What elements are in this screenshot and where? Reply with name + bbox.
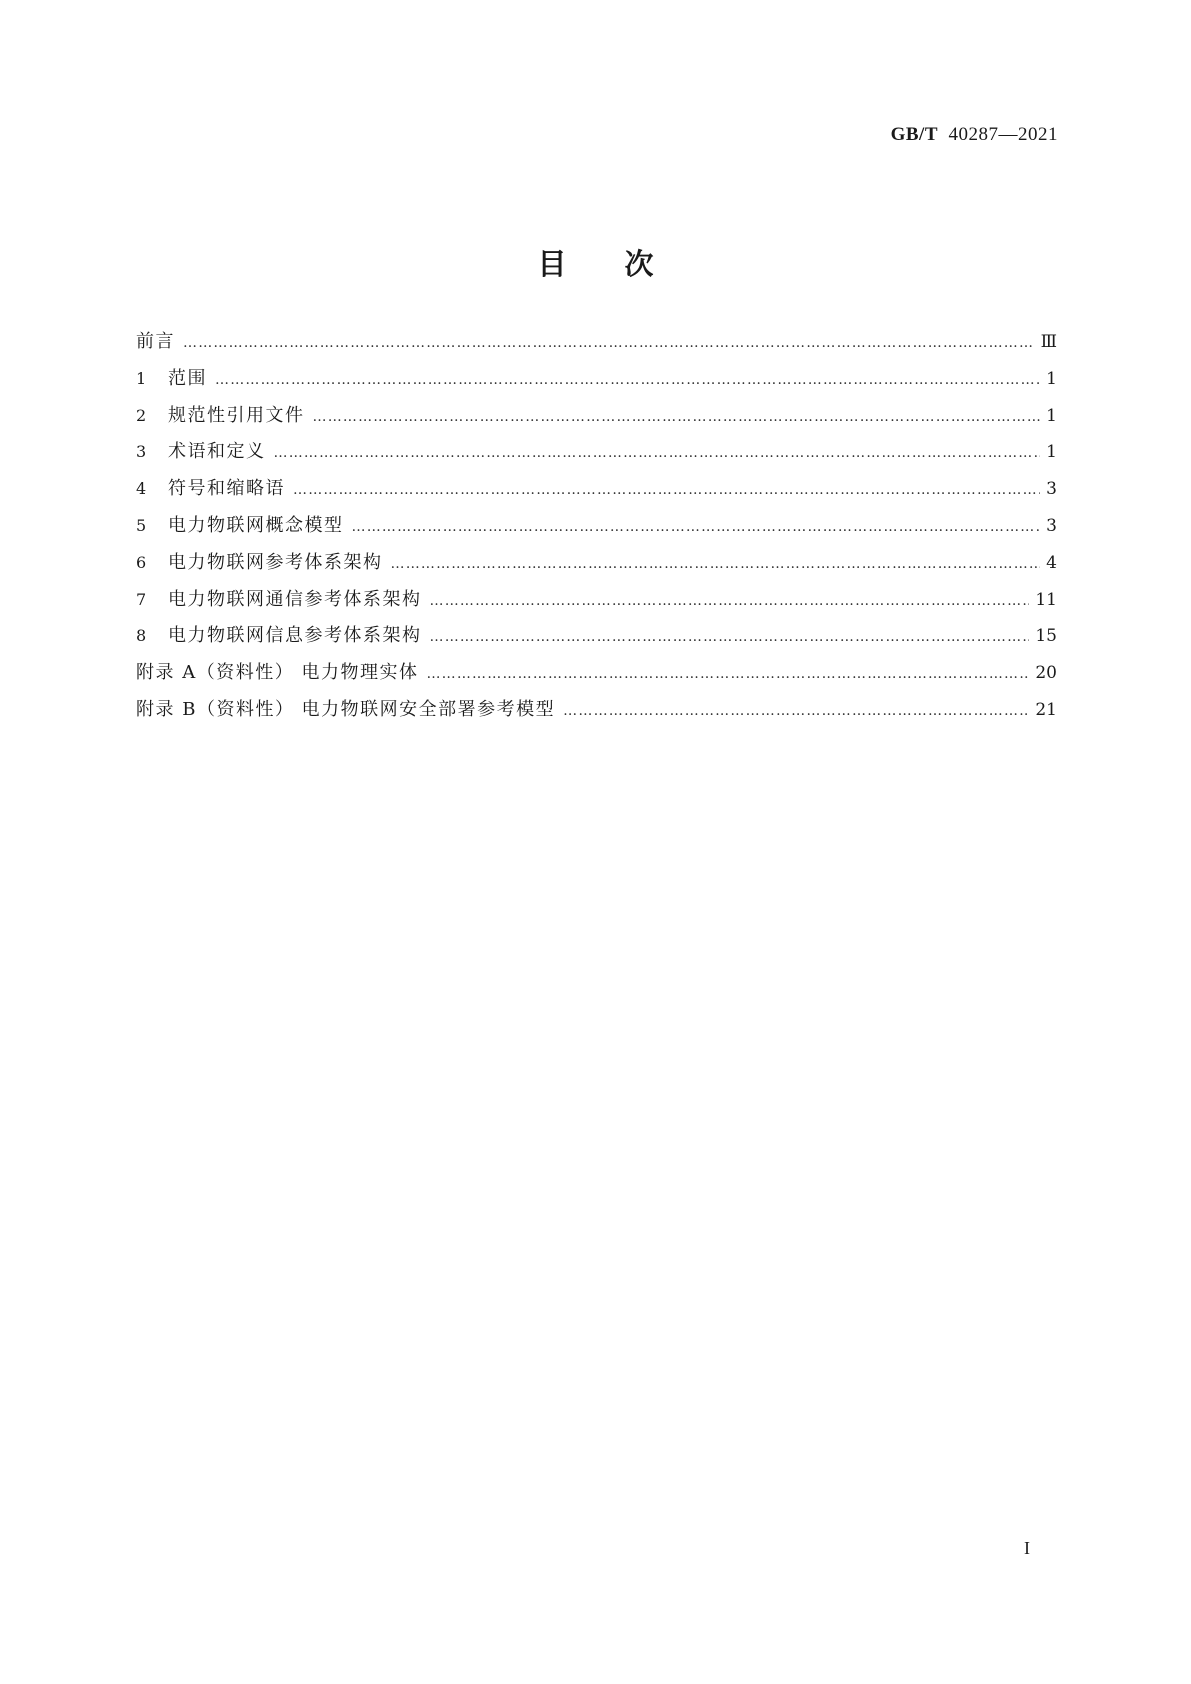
toc-item-label: 符号和缩略语 xyxy=(168,478,285,500)
toc-item-label: 附录 B（资料性） 电力物联网安全部署参考模型 xyxy=(136,698,556,720)
toc-item-page: 1 xyxy=(1046,442,1057,463)
toc-item-number: 6 xyxy=(136,552,147,572)
toc-item-number: 7 xyxy=(136,589,147,609)
toc-leader-dots xyxy=(391,546,1041,583)
toc-item-label: 附录 A（资料性） 电力物理实体 xyxy=(136,662,419,684)
toc-item-terms-definitions[interactable] xyxy=(136,434,1057,471)
toc-item-label: 前言 xyxy=(136,331,175,352)
toc-item-page: 15 xyxy=(1035,626,1057,647)
toc-item-number: 8 xyxy=(136,626,147,646)
toc-item-page: 11 xyxy=(1035,589,1057,610)
toc-item-concept-model[interactable] xyxy=(136,508,1057,545)
toc-item-page: 20 xyxy=(1035,663,1057,684)
toc-item-scope[interactable] xyxy=(136,361,1057,398)
toc-item-information-architecture[interactable] xyxy=(136,618,1057,655)
toc-item-preface[interactable] xyxy=(136,324,1057,361)
toc-item-page: 21 xyxy=(1035,699,1057,720)
toc-item-page: 1 xyxy=(1046,368,1057,389)
toc-leader-dots xyxy=(430,619,1030,656)
toc-item-label: 电力物联网概念模型 xyxy=(168,514,344,536)
toc-item-page: 3 xyxy=(1046,479,1057,500)
toc-item-communication-architecture[interactable] xyxy=(136,582,1057,619)
toc-item-label: 术语和定义 xyxy=(168,441,266,463)
toc-item-number: 2 xyxy=(136,405,147,425)
toc-item-label: 电力物联网通信参考体系架构 xyxy=(168,588,422,610)
standard-code-number: 40287—2021 xyxy=(948,124,1058,145)
toc-item-annex-a[interactable] xyxy=(136,655,1057,692)
toc-item-label: 电力物联网参考体系架构 xyxy=(168,551,383,573)
toc-item-number: 4 xyxy=(136,479,147,499)
standard-code-prefix: GB/T xyxy=(890,124,938,145)
toc-item-page: 4 xyxy=(1046,552,1057,573)
toc-leader-dots xyxy=(293,472,1040,509)
page-number: I xyxy=(1024,1538,1030,1558)
toc-leader-dots xyxy=(430,583,1030,620)
toc-leader-dots xyxy=(274,435,1041,472)
toc-item-page: 1 xyxy=(1046,405,1057,426)
toc-item-number: 5 xyxy=(136,515,147,535)
toc-item-normative-references[interactable] xyxy=(136,398,1057,435)
standard-code xyxy=(891,124,1058,146)
toc-item-label: 规范性引用文件 xyxy=(168,404,305,426)
toc-item-reference-architecture[interactable] xyxy=(136,545,1057,582)
toc-title: 目次 xyxy=(537,247,712,282)
toc-item-label: 范围 xyxy=(168,367,207,389)
toc-leader-dots xyxy=(215,362,1040,399)
toc-leader-dots xyxy=(183,325,1035,362)
toc-item-page: Ⅲ xyxy=(1040,332,1057,352)
toc-item-number: 1 xyxy=(136,368,147,388)
toc-item-annex-b[interactable] xyxy=(136,692,1057,729)
toc-leader-dots xyxy=(426,656,1029,693)
toc-leader-dots xyxy=(563,693,1029,730)
toc-item-number: 3 xyxy=(136,442,147,462)
toc-item-symbols-abbreviations[interactable] xyxy=(136,471,1057,508)
toc-item-page: 3 xyxy=(1046,515,1057,536)
toc-leader-dots xyxy=(352,509,1041,546)
toc-item-label: 电力物联网信息参考体系架构 xyxy=(168,625,422,647)
table-of-contents xyxy=(136,324,1057,729)
toc-leader-dots xyxy=(313,399,1041,436)
